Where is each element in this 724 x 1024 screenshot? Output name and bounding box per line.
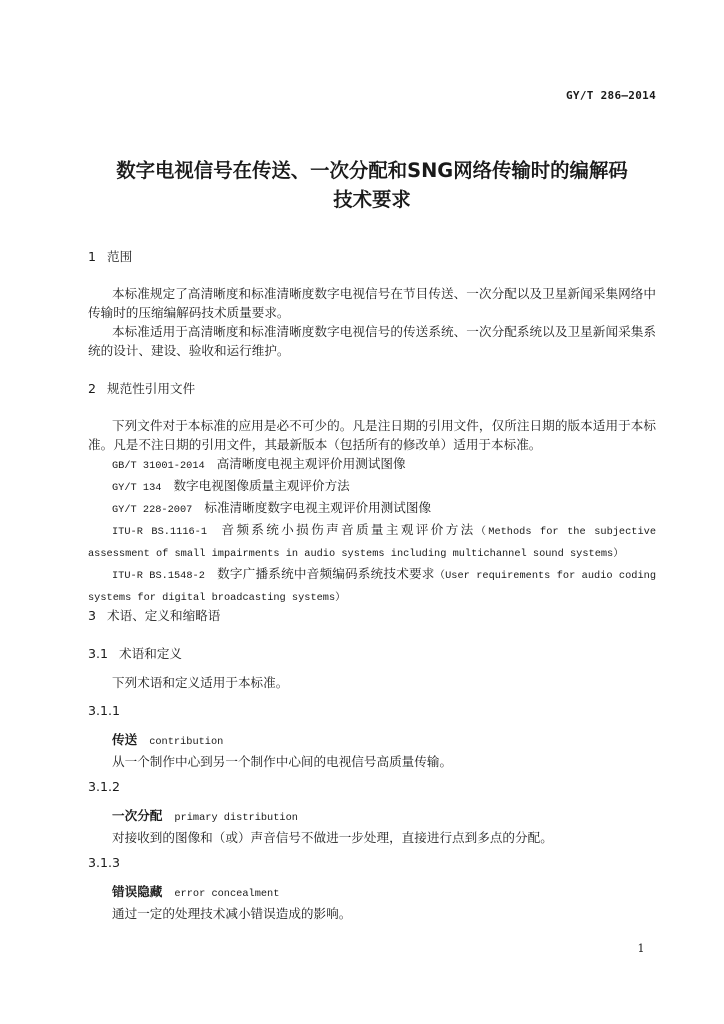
paragraph: 本标准规定了高清晰度和标准清晰度数字电视信号在节目传送、一次分配以及卫星新闻采集网络中传输时的压缩编解码技术质量要求。 [88,286,656,320]
term-definition: 对接收到的图像和（或）声音信号不做进一步处理，直接进行点到多点的分配。 [112,829,553,845]
term-english: contribution [149,735,224,748]
reference-item [88,498,656,520]
reference-title: 音频系统小损伤声音质量主观评价方法 [219,522,476,537]
title-line-2: 技术要求 [333,187,411,211]
term-entry [88,701,656,771]
reference-code: ITU-R BS.1116-1 [112,526,208,538]
reference-title: 数字广播系统中音频编码系统技术要求 [216,566,435,581]
section-3-heading [88,606,220,625]
reference-code: GY/T 228-2007 [112,504,193,516]
term-english: primary distribution [174,811,298,824]
term-name: 错误隐藏 [112,883,163,899]
subsection-3-1-heading [88,644,182,663]
reference-item [88,454,656,476]
term-definition: 从一个制作中心到另一个制作中心间的电视信号高质量传输。 [112,753,453,769]
section-number: 2 [88,381,97,396]
subsection-intro: 下列术语和定义适用于本标准。 [112,674,289,690]
reference-item [88,520,656,564]
term-entry [88,853,656,923]
section-number: 3 [88,607,97,623]
reference-english-title: （User requirements for audio coding systems for digital broadcasting systems） [88,570,657,604]
term-name: 一次分配 [112,807,163,823]
term-number: 3.1.1 [88,702,121,718]
section-title: 范围 [107,249,133,264]
page-number: 1 [637,942,645,955]
subsection-number: 3.1 [88,645,109,661]
reference-item [88,476,656,498]
title-line-1: 数字电视信号在传送、一次分配和SNG网络传输时的编解码 [116,158,628,182]
section-number: 1 [88,249,97,264]
reference-code: GB/T 31001-2014 [112,460,205,472]
section-1-body [88,284,656,360]
term-line [88,730,656,752]
document-title [88,156,656,214]
reference-item [88,564,656,608]
paragraph: 下列文件对于本标准的应用是必不可少的。凡是注日期的引用文件，仅所注日期的版本适用于本标准。凡是不注日期的引用文件，其最新版本（包括所有的修改单）适用于本标准。 [88,418,656,452]
reference-title: 高清晰度电视主观评价用测试图像 [216,456,406,471]
term-entry [88,777,656,847]
paragraph: 本标准适用于高清晰度和标准清晰度数字电视信号的传送系统、一次分配系统以及卫星新闻采集系统的设计、建设、验收和运行维护。 [88,324,656,358]
section-title: 规范性引用文件 [107,381,196,396]
term-line [88,806,656,828]
section-1-heading [88,247,132,266]
term-name: 传送 [112,731,138,747]
reference-code: GY/T 134 [112,482,162,494]
standard-code: GY/T 286—2014 [566,89,656,102]
section-2-body [88,416,656,608]
term-english: error concealment [174,887,280,900]
section-2-heading [88,379,195,398]
reference-english-title: （Methods for the subjective assessment of small impairments in audio systems including multichannel sound systems） [88,526,656,560]
subsection-title: 术语和定义 [119,645,182,661]
reference-code: ITU-R BS.1548-2 [112,570,205,582]
reference-title: 数字电视图像质量主观评价方法 [173,478,350,493]
reference-title: 标准清晰度数字电视主观评价用测试图像 [204,500,432,515]
term-number: 3.1.2 [88,778,121,794]
term-number: 3.1.3 [88,854,121,870]
term-line [88,882,656,904]
section-title: 术语、定义和缩略语 [107,607,221,623]
term-definition: 通过一定的处理技术减小错误造成的影响。 [112,905,352,921]
